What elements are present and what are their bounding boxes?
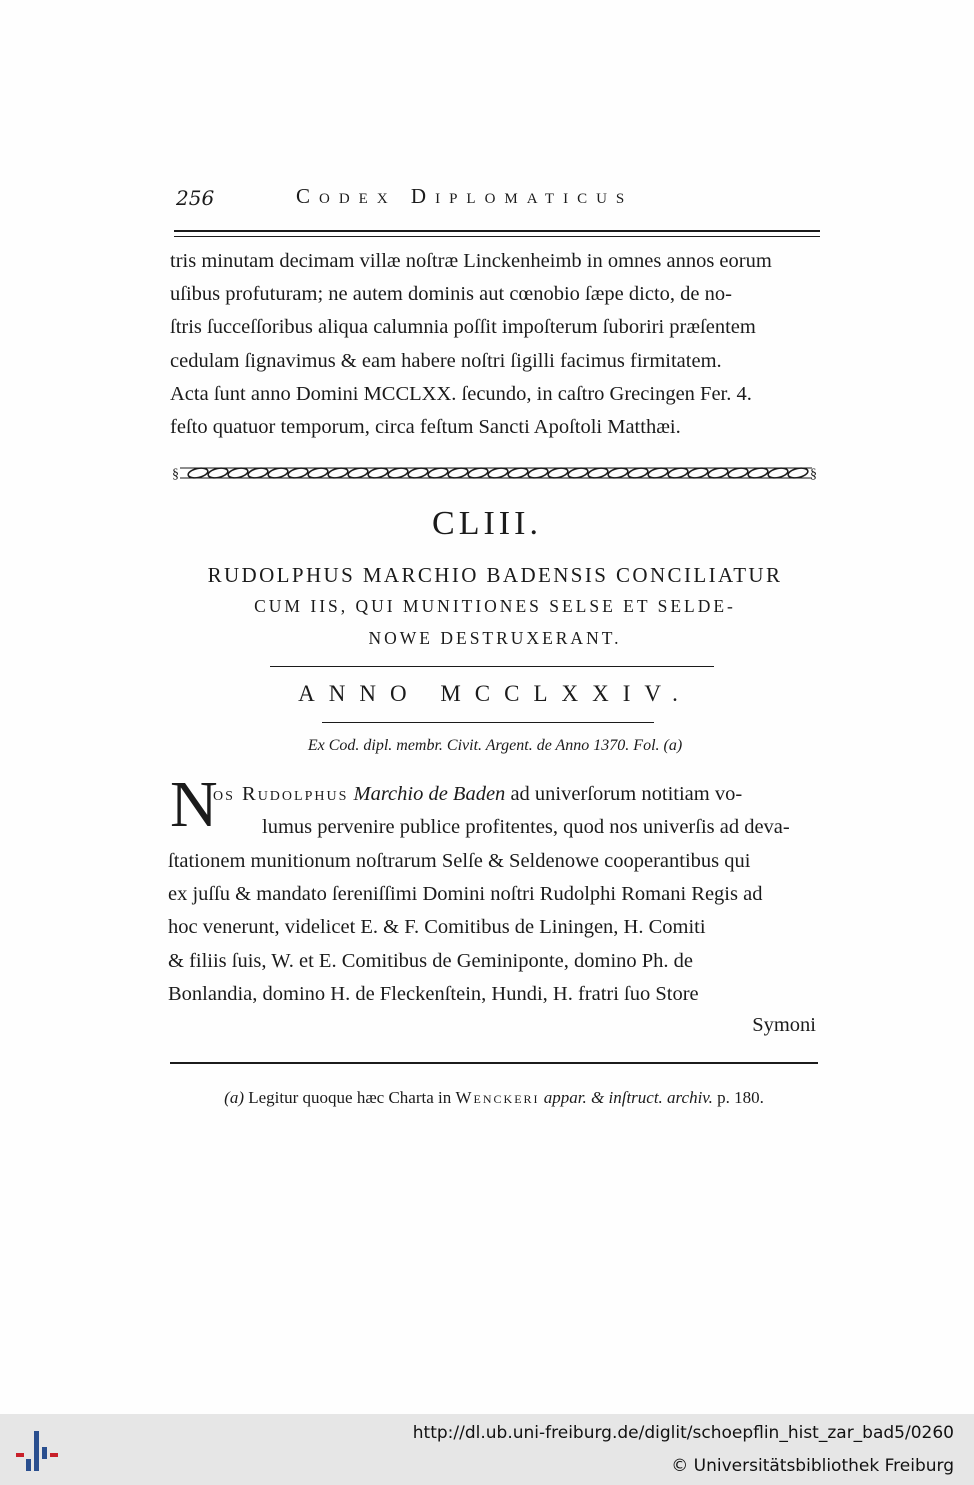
chapter-title-line: CUM IIS, QUI MUNITIONES SELSE ET SELDE- [254,596,736,616]
footnote-rule [170,1062,818,1064]
text-line: ex juſſu & mandato ſereniſſimi Domini noſtri Rudolphi Romani Regis ad [168,883,763,906]
chapter-title-line: RUDOLPHUS MARCHIO BADENSIS CONCILIATUR [207,563,783,587]
text-line: Bonlandia, domino H. de Fleckenſtein, Hundi, H. fratri ſuo Store [168,982,699,1005]
year-rule [322,722,654,723]
document-first-line [213,778,816,811]
year-heading: ANNO MCCLXXIV. [298,681,692,706]
text-line: feſto quatuor temporum, circa feſtum Sancti Apoſtoli Matthæi. [170,416,681,439]
ub-freiburg-logo-icon[interactable] [16,1427,60,1475]
document-body [168,845,816,1011]
title-italic: Marchio de Baden [353,783,506,805]
text-line: cedulam ſignavimus & eam habere noſtri ſigilli facimus firmitatem. [170,349,722,372]
title-rule [270,666,714,667]
footnote-italic: appar. & inſtruct. archiv. [543,1088,713,1107]
text-line: tris minutam decimam villæ noſtræ Linckenheimb in omnes annos eorum [170,250,772,272]
svg-text:§: § [810,467,817,482]
text-line: uſibus profuturam; ne autem dominis aut cœnobio ſæpe dicto, de no- [170,283,732,306]
chapter-number: CLIII. [432,505,542,542]
document-second-line: lumus pervenire publice profitentes, quod nos univerſis ad deva- [262,816,790,838]
footnote-author: Wenckeri [455,1088,540,1107]
footnote-mark: (a) [224,1088,244,1107]
text-line: ſtationem munitionum noſtrarum Selſe & Seldenowe cooperantibus qui [168,850,751,872]
drop-capital: N [170,768,218,841]
text-line: hoc venerunt, videlicet E. & F. Comitibus de Liningen, H. Comiti [168,916,706,939]
ornamental-divider [172,462,820,484]
text-segment: ad univerſorum notitiam vo- [510,783,743,805]
catchword: Symoni [752,1014,816,1036]
footnote-text: Legitur quoque hæc Charta in [248,1088,452,1107]
continuation-text [170,245,818,444]
running-title: Codex Diplomaticus [296,184,634,208]
name-smallcaps: os Rudolphus [213,783,349,805]
copyright-notice: © Universitätsbibliothek Freiburg [671,1456,954,1476]
svg-text:§: § [172,467,179,482]
header-rule-thin [174,236,820,237]
chapter-title-line: NOWE DESTRUXERANT. [368,628,622,648]
text-line: Acta ſunt anno Domini MCCLXX. ſecundo, in caſtro Grecingen Fer. 4. [170,382,752,405]
header-rule-thick [174,230,820,232]
page-number: 256 [176,186,215,210]
text-line: ſtris ſucceſſoribus aliqua calumnia poſſit impoſterum ſuboriri præſentem [170,316,756,339]
source-note: Ex Cod. dipl. membr. Civit. Argent. de Anno 1370. Fol. (a) [307,737,683,754]
footnote-page: p. 180. [717,1088,764,1107]
footnote [170,1088,818,1108]
source-url-link[interactable]: http://dl.ub.uni-freiburg.de/diglit/schoepflin_hist_zar_bad5/0260 [412,1423,954,1443]
text-line: & filiis ſuis, W. et E. Comitibus de Geminiponte, domino Ph. de [168,949,694,972]
